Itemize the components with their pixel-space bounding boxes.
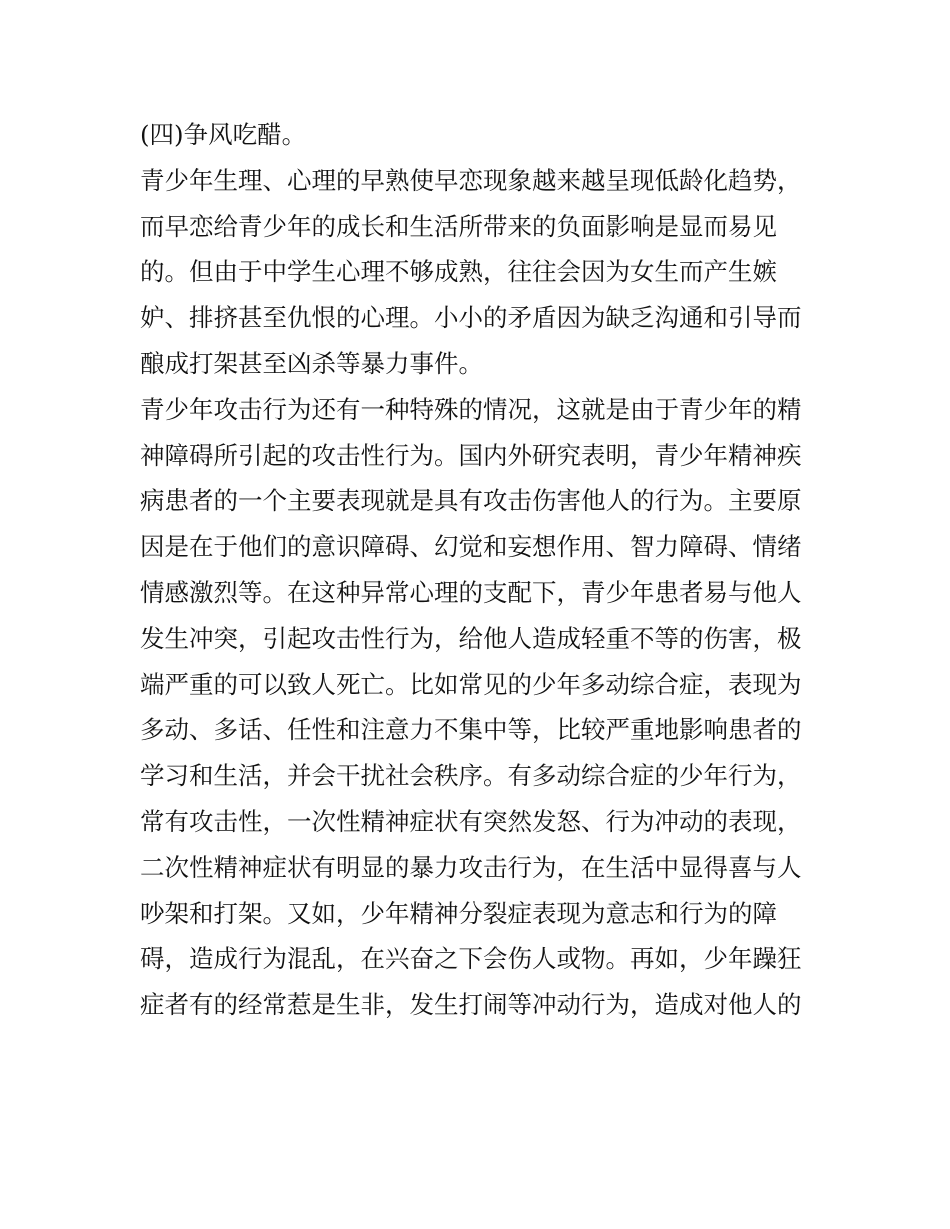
text-line: 青少年攻击行为还有一种特殊的情况，这就是由于青少年的精 <box>140 394 802 424</box>
section-heading: (四)争风吃醋。 <box>140 120 307 149</box>
text-line: 碍，造成行为混乱，在兴奋之下会伤人或物。再如，少年躁狂 <box>140 944 802 974</box>
text-line: 发生冲突，引起攻击性行为，给他人造成轻重不等的伤害，极 <box>140 623 802 653</box>
text-line: 青少年生理、心理的早熟使早恋现象越来越呈现低龄化趋势， <box>140 165 802 195</box>
text-line: 吵架和打架。又如，少年精神分裂症表现为意志和行为的障 <box>140 898 777 928</box>
text-line: 端严重的可以致人死亡。比如常见的少年多动综合症，表现为 <box>140 669 802 699</box>
text-line: 妒、排挤甚至仇恨的心理。小小的矛盾因为缺乏沟通和引导而 <box>140 303 802 333</box>
text-line: 神障碍所引起的攻击性行为。国内外研究表明，青少年精神疾 <box>140 440 802 470</box>
text-line: 二次性精神症状有明显的暴力攻击行为，在生活中显得喜与人 <box>140 852 802 882</box>
text-line: 学习和生活，并会干扰社会秩序。有多动综合症的少年行为， <box>140 761 802 791</box>
text-line: 因是在于他们的意识障碍、幻觉和妄想作用、智力障碍、情绪 <box>140 532 802 562</box>
text-line: 而早恋给青少年的成长和生活所带来的负面影响是显而易见 <box>140 211 777 241</box>
text-line: 常有攻击性，一次性精神症状有突然发怒、行为冲动的表现， <box>140 806 802 836</box>
body-text <box>140 112 820 1028</box>
text-line: 症者有的经常惹是生非，发生打闹等冲动行为，造成对他人的 <box>140 990 802 1020</box>
text-line: 酿成打架甚至凶杀等暴力事件。 <box>140 348 483 378</box>
text-line: 病患者的一个主要表现就是具有攻击伤害他人的行为。主要原 <box>140 486 802 516</box>
text-line: 的。但由于中学生心理不够成熟，往往会因为女生而产生嫉 <box>140 257 777 287</box>
text-line: 多动、多话、任性和注意力不集中等，比较严重地影响患者的 <box>140 715 802 745</box>
text-line: 情感激烈等。在这种异常心理的支配下，青少年患者易与他人 <box>140 577 802 607</box>
